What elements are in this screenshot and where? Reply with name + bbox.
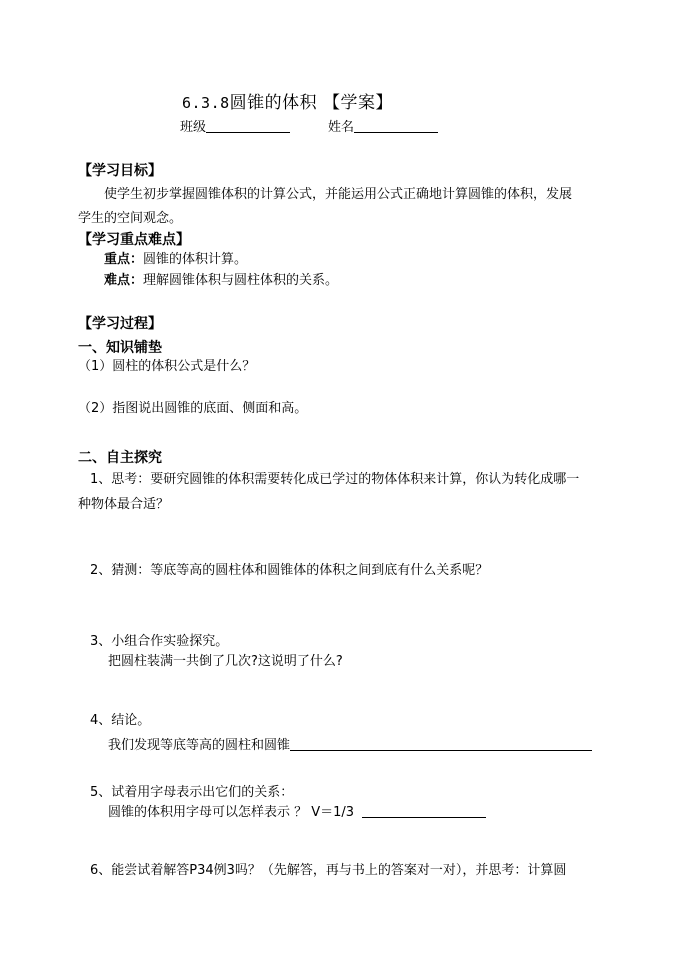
name-label: 姓名 [328,120,355,135]
name-blank[interactable] [354,118,438,133]
item4-text: 我们发现等底等高的圆柱和圆锥 [108,738,291,753]
focus-text: 圆锥的体积计算。 [143,252,248,267]
item3-line-2: 把圆柱装满一共倒了几次?这说明了什么? [108,654,343,669]
objectives-line-2: 学生的空间观念。 [78,211,183,226]
class-blank[interactable] [206,118,290,133]
item3-line-1: 3、小组合作实验探究。 [90,634,229,649]
difficulty-text: 理解圆锥体积与圆柱体积的关系。 [143,273,339,288]
keypoints-heading: 【学习重点难点】 [78,232,190,248]
difficulty-label: 难点： [104,273,144,288]
process-heading: 【学习过程】 [78,316,162,332]
conclusion-blank[interactable] [290,736,592,751]
focus-line [104,250,247,270]
title-number: 6.3.8 [182,94,230,112]
item5-line-1: 5、试着用字母表示出它们的关系： [90,785,294,800]
item2: 2、猜测：等底等高的圆柱体和圆锥体的体积之间到底有什么关系呢？ [90,563,489,578]
section1-question-1: （1）圆柱的体积公式是什么？ [78,359,256,374]
class-label: 班级 [180,120,207,135]
item4-line-1: 4、结论。 [90,713,151,728]
section2-heading: 二、自主探究 [78,450,162,466]
objectives-heading: 【学习目标】 [78,163,162,179]
formula-blank[interactable] [362,803,486,818]
section1-question-2: （2）指图说出圆锥的底面、侧面和高。 [78,401,308,416]
objectives-line-1: 使学生初步掌握圆锥体积的计算公式，并能运用公式正确地计算圆锥的体积，发展 [104,187,573,202]
title-text: 圆锥的体积 【学案】 [229,93,394,113]
item5-text: 圆锥的体积用字母可以怎样表示 ？ V＝1/3 [108,805,355,820]
focus-label: 重点： [104,252,144,267]
item1-line-1: 1、思考：要研究圆锥的体积需要转化成已学过的物体体积来计算，你认为转化成哪一 [90,472,580,487]
item4-line-2 [108,736,592,756]
section1-heading: 一、知识铺垫 [78,340,162,356]
name-field [328,118,438,138]
page-title [182,88,393,113]
class-field [180,118,290,138]
item1-line-2: 种物体最合适？ [78,497,170,512]
difficulty-line [104,271,338,291]
item6: 6、能尝试着解答P34例3吗？（先解答，再与书上的答案对一对），并思考：计算圆 [90,863,567,878]
item5-line-2 [108,803,486,823]
